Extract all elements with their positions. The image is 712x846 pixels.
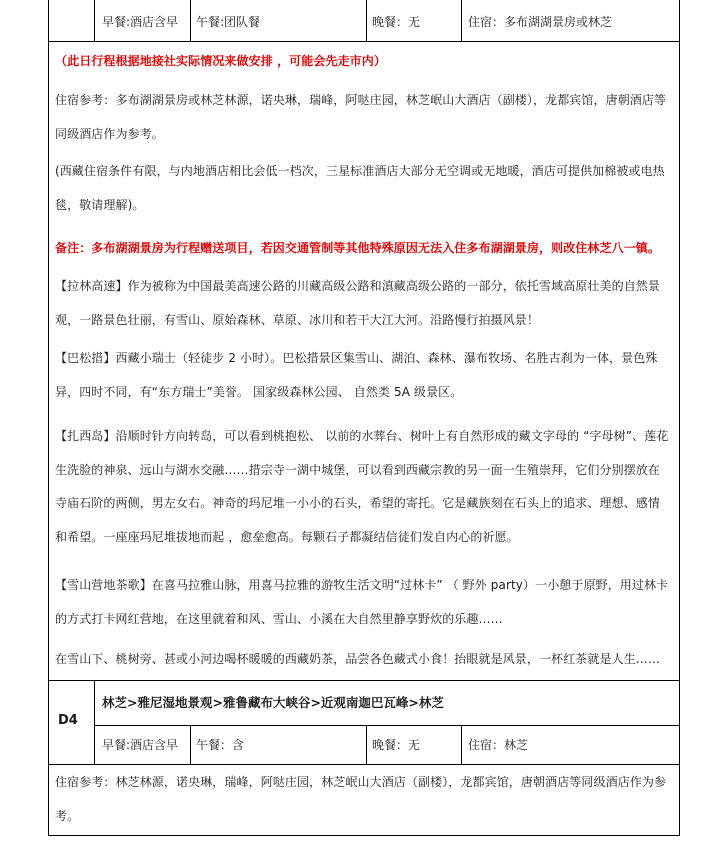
d4-day-label: D4 xyxy=(58,713,78,728)
d3-zhaxidao: 【扎西岛】沿顺时针方向转岛，可以看到桃抱松、 以前的水葬台、树叶上有自然形成的藏文字母的 “字母树”、莲花生洗脸的神泉、远山与湖水交融……措宗寺一湖中城堡，可以看到西藏宗教的另一面一生殖崇拜，它们分别摆放在寺庙石阶的两侧，男左女右。神奇的玛尼堆一小小的石头，希望的寄托。它是藏族刻在石头上的追求、理想、感情和希望。一座座玛尼堆拔地而起 ，愈垒愈高。每颗石子都凝结信徒们发自内心的祈愿。 xyxy=(55,429,669,544)
col-divider xyxy=(190,0,191,42)
col-divider xyxy=(190,725,191,764)
itinerary-table xyxy=(48,0,680,846)
col-divider xyxy=(461,0,462,42)
col-divider xyxy=(461,725,462,764)
d3-remark: 备注：多布湖湖景房为行程赠送项目，若因交通管制等其他特殊原因无法入住多布湖湖景房，则改住林芝八一镇。 xyxy=(55,241,661,255)
col-divider xyxy=(94,0,95,42)
table-border-bottom xyxy=(48,835,680,836)
table-border-left xyxy=(48,0,49,836)
d4-hotel-reference: 住宿参考：林芝林源，诺央琳，瑞峰，阿哒庄园，林芝岷山大酒店（副楼），龙都宾馆，唐朝酒店等同级酒店作为参考。 xyxy=(55,775,667,823)
d4-lunch: 午餐：含 xyxy=(196,738,245,752)
row-divider xyxy=(48,680,680,681)
row-divider xyxy=(48,41,680,42)
d3-hotel-condition: (西藏住宿条件有限，与内地酒店相比会低一档次，三星标准酒店大部分无空调或无地暖，酒店可提供加棉被或电热毯，敬请理解)。 xyxy=(55,164,665,212)
d3-tea: 在雪山下、桃树旁、甚或小河边喝杯暖暖的西藏奶茶，品尝各色藏式小食！抬眼就是风景，一杯红茶就是人生…… xyxy=(55,652,661,666)
table-border-right xyxy=(679,0,680,836)
d4-hotel: 住宿：林芝 xyxy=(468,738,529,752)
d3-hotel: 住宿：多布湖湖景房或林芝 xyxy=(468,15,613,29)
d3-basongcuo: 【巴松措】西藏小瑞士（轻徒步 2 小时）。巴松措景区集雪山、湖泊、森林、瀑布牧场、名胜古刹为一体，景色殊异，四时不同，有“东方瑞士”美誉。 国家级森林公园、 自然类 5A 级景区。 xyxy=(55,351,658,399)
col-divider xyxy=(366,725,367,764)
d3-hotel-reference: 住宿参考：多布湖湖景房或林芝林源，诺央琳，瑞峰，阿哒庄园，林芝岷山大酒店（副楼），龙都宾馆，唐朝酒店等同级酒店作为参考。 xyxy=(55,93,667,141)
d4-dinner: 晚餐：无 xyxy=(372,738,421,752)
d3-notice: （此日行程根据地接社实际情况来做安排 ，可能会先走市内） xyxy=(55,54,386,68)
d3-lunch: 午餐:团队餐 xyxy=(196,15,261,29)
d3-dinner: 晚餐：无 xyxy=(372,15,421,29)
d3-lalin-highway: 【拉林高速】作为被称为中国最美高速公路的川藏高级公路和滇藏高级公路的一部分，依托雪域高原壮美的自然景观，一路景色壮丽，有雪山、原始森林、草原、冰川和若干大江大河。沿路慢行拍摄风景！ xyxy=(55,279,661,327)
row-divider xyxy=(94,725,680,726)
d3-snow-camp: 【雪山营地茶歌】在喜马拉雅山脉，用喜马拉雅的游牧生活文明“过林卡” （ 野外 party）一小憩于原野，用过林卡的方式打卡网红营地，在这里就着和风、雪山、小溪在大自然里静享野炊的乐趣…… xyxy=(55,578,669,626)
col-divider xyxy=(366,0,367,42)
d4-label-divider xyxy=(94,680,95,764)
d4-breakfast: 早餐:酒店含早 xyxy=(102,738,179,752)
row-divider xyxy=(48,764,680,765)
d3-breakfast: 早餐:酒店含早 xyxy=(102,15,179,29)
d4-route: 林芝>雅尼湿地景观>雅鲁藏布大峡谷>近观南迦巴瓦峰>林芝 xyxy=(102,695,444,710)
